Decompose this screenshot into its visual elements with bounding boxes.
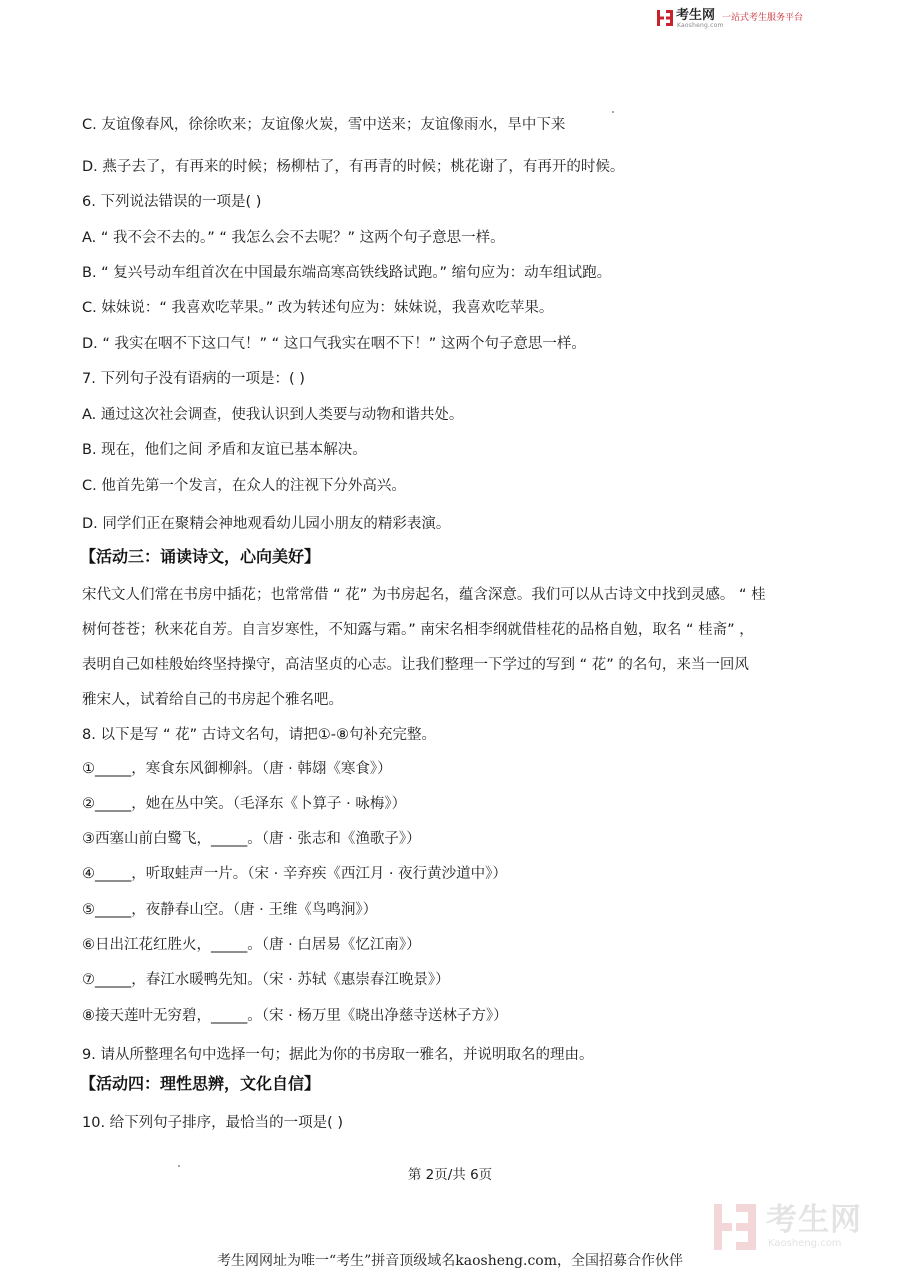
activity3-intro-line: 表明自己如桂般始终坚持操守，高洁坚贞的心志。让我们整理一下学过的写到 “ 花” 的名句，来当一回风 [82,657,749,673]
q6-option-b: B. “ 复兴号动车组首次在中国最东端高寒高铁线路试跑。” 缩句应为：动车组试跑。 [82,265,612,281]
q7-stem: 7. 下列句子没有语病的一项是：( ) [82,371,305,387]
q8-stem: 8. 以下是写 “ 花” 古诗文名句，请把①-⑧句补充完整。 [82,727,437,743]
q7-option-d: D. 同学们正在聚精会神地观看幼儿园小朋友的精彩表演。 [82,516,451,532]
q7-option-a: A. 通过这次社会调查，使我认识到人类要与动物和谐共处。 [82,407,464,423]
watermark [712,1198,892,1258]
watermark-text: 考生网 [766,1202,862,1238]
activity3-intro-line: 树何苍苍；秋来花自芳。自言岁寒性，不知露与霜。” 南宋名相李纲就借桂花的品格自勉，取名 “ 桂斋” ， [82,622,754,638]
activity3-intro-line: 宋代文人们常在书房中插花；也常常借 “ 花” 为书房起名，蕴含深意。我们可以从古诗文中找到灵感。 “ 桂 [82,587,766,603]
activity3-intro-line: 雅宋人，试着给自己的书房起个雅名吧。 [82,692,343,708]
stray-dot [612,111,614,113]
q8-item: ③西塞山前白鹭飞，_____。（唐 · 张志和《渔歌子》） [82,831,421,847]
q8-item: ④_____，听取蛙声一片。（宋 · 辛弃疾《西江月 · 夜行黄沙道中》） [82,866,507,882]
header-logo [656,8,856,30]
activity4-title: 【活动四：理性思辨，文化自信】 [80,1074,321,1093]
q7-option-c: C. 他首先第一个发言，在众人的注视下分外高兴。 [82,478,406,494]
q8-item: ①_____，寒食东风御柳斜。（唐 · 韩翃《寒食》） [82,761,392,777]
activity3-title: 【活动三：诵读诗文，心向美好】 [80,547,321,566]
page-number: 第 2页/共 6页 [407,1167,493,1183]
logo-text: 考生网 [676,8,716,23]
watermark-domain: Kaosheng.com [768,1238,842,1249]
activity3-intro [82,585,828,725]
q8-item: ②_____，她在丛中笑。（毛泽东《卜算子 · 咏梅》） [82,796,407,812]
q6-option-d: D. “ 我实在咽不下这口气！” “ 这口气我实在咽不下！” 这两个句子意思一样。 [82,336,586,352]
watermark-logo-icon [712,1202,758,1252]
logo-slogan: 一站式考生服务平台 [722,13,804,23]
q8-item: ⑤_____，夜静春山空。（唐 · 王维《鸟鸣涧》） [82,902,378,918]
q9-stem: 9. 请从所整理名句中选择一句；据此为你的书房取一雅名，并说明取名的理由。 [82,1047,594,1063]
q5-option-d: D. 燕子去了，有再来的时候；杨柳枯了，有再青的时候；桃花谢了，有再开的时候。 [82,159,625,175]
q8-item: ⑧接天莲叶无穷碧，_____。（宋 · 杨万里《晓出净慈寺送林子方》） [82,1008,508,1024]
q6-option-c: C. 妹妹说：“ 我喜欢吃苹果。” 改为转述句应为：妹妹说，我喜欢吃苹果。 [82,300,554,316]
q10-stem: 10. 给下列句子排序，最恰当的一项是( ) [82,1115,344,1131]
q7-option-b: B. 现在，他们之间 矛盾和友谊已基本解决。 [82,442,367,458]
q5-option-c: C. 友谊像春风，徐徐吹来；友谊像火炭，雪中送来；友谊像雨水，旱中下来 [82,117,566,133]
q8-item: ⑦_____，春江水暖鸭先知。（宋 · 苏轼《惠崇春江晚景》） [82,972,450,988]
q8-item: ⑥日出江花红胜火，_____。（唐 · 白居易《忆江南》） [82,937,421,953]
q6-stem: 6. 下列说法错误的一项是( ) [82,194,262,210]
logo-domain: Kaosheng.com [677,22,724,29]
footer-notice: 考生网网址为唯一“考生”拼音顶级域名kaosheng.com，全国招募合作伙伴 [216,1253,684,1269]
q6-option-a: A. “ 我不会不去的。” “ 我怎么会不去呢？” 这两个句子意思一样。 [82,230,505,246]
kaosheng-logo-icon [656,9,674,27]
